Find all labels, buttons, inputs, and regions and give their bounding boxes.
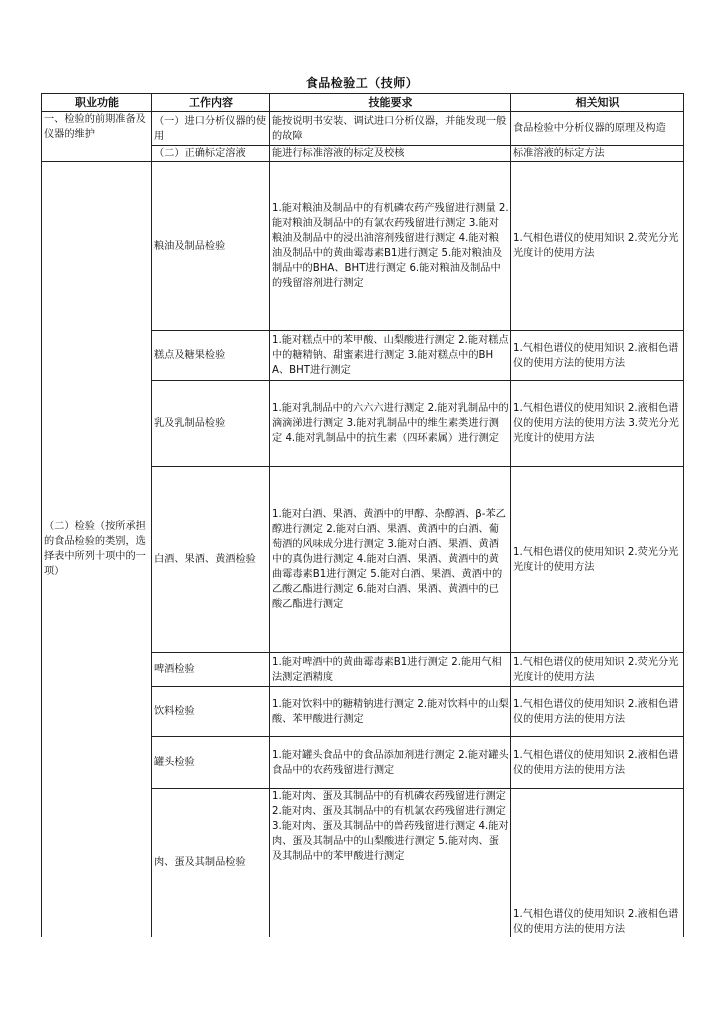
- content-cell: （一）进口分析仪器的使用: [152, 112, 270, 146]
- skill-line: 4.能对乳制品中的抗生素（四环素属）进行测定: [285, 433, 499, 444]
- skill-cell: 能进行标准溶液的标定及校核: [270, 146, 511, 162]
- content-cell: 罐头检验: [152, 737, 270, 789]
- knowledge-line: 1.气相色谱仪的使用知识: [513, 342, 625, 354]
- skill-cell: [270, 737, 511, 789]
- header-content: 工作内容: [152, 94, 270, 112]
- header-skills: 技能要求: [270, 94, 511, 112]
- skill-cell: [270, 467, 511, 653]
- skill-line: 3.能对肉、蛋及其制品中的兽药残留进行测定: [272, 821, 476, 832]
- knowledge-cell: [511, 331, 684, 381]
- skill-line: 5.能对肉、蛋及其制品中的苯甲酸进行测定: [272, 836, 499, 862]
- skill-line: 2.能对乳制品中的滴滴涕进行测定: [272, 403, 509, 429]
- skill-line: 3.能对乳制品中的维生素类进行测定: [272, 418, 499, 444]
- skill-cell: [270, 162, 511, 331]
- skill-cell: 能按说明书安装、调试进口分析仪器，并能发现一般的故障: [270, 112, 511, 146]
- knowledge-line: 2.荧光分光光度计的使用方法: [513, 233, 679, 259]
- knowledge-line: 2.荧光分光光度计的使用方法: [513, 546, 679, 573]
- skill-line: 4.能对白酒、果酒、黄酒中的黄曲霉毒素B1进行测定: [272, 554, 499, 580]
- skill-line: 3.能对白酒、果酒、黄酒中的真伪进行测定: [272, 539, 499, 565]
- knowledge-cell: 标准溶液的标定方法: [511, 146, 684, 162]
- knowledge-line: 1.气相色谱仪的使用知识: [513, 403, 625, 414]
- skill-line: 1.能对粮油及制品中的有机磷农药产残留进行测量: [272, 203, 496, 214]
- skill-cell: [270, 381, 511, 467]
- skill-cell: [270, 687, 511, 737]
- knowledge-cell: [511, 381, 684, 467]
- skill-line: 3.能对糕点中的BHA、BHT进行测定: [272, 350, 494, 376]
- skill-line: 4.能对肉、蛋及其制品中的山梨酸进行测定: [272, 821, 509, 847]
- knowledge-line: 2.液相色谱仪的使用方法的使用方法: [513, 908, 679, 935]
- header-knowledge: 相关知识: [511, 94, 684, 112]
- knowledge-cell: [511, 687, 684, 737]
- skill-line: 1.能对饮料中的糖精钠进行测定: [272, 698, 415, 710]
- knowledge-line: 2.荧光分光光度计的使用方法: [513, 656, 679, 683]
- function-cell-maintenance: 一、检验的前期准备及仪器的维护: [42, 112, 152, 162]
- knowledge-line: 2.液相色谱仪的使用方法的使用方法: [513, 698, 679, 725]
- knowledge-line: 1.气相色谱仪的使用知识: [513, 749, 625, 761]
- skill-cell: [270, 789, 511, 937]
- table-header-row: [42, 94, 684, 112]
- content-cell: 糕点及糖果检验: [152, 331, 270, 381]
- knowledge-line: 2.液相色谱仪的使用方法的使用方法: [513, 403, 679, 429]
- knowledge-cell: [511, 653, 684, 687]
- content-cell: 啤酒检验: [152, 653, 270, 687]
- content-cell: 粮油及制品检验: [152, 162, 270, 331]
- skill-cell: [270, 653, 511, 687]
- knowledge-line: 1.气相色谱仪的使用知识: [513, 656, 625, 668]
- skill-line: 2.能对糕点中的糖精钠、甜蜜素进行测定: [272, 335, 509, 361]
- skill-line: 3.能对粮油及制品中的浸出油溶剂残留进行测定: [272, 218, 499, 244]
- knowledge-line: 1.气相色谱仪的使用知识: [513, 908, 625, 920]
- knowledge-cell: [511, 737, 684, 789]
- content-cell: 肉、蛋及其制品检验: [152, 789, 270, 937]
- skill-cell: [270, 331, 511, 381]
- skill-line: 2.能对罐头食品中的农药残留进行测定: [272, 749, 509, 776]
- skill-requirements-table: [41, 93, 684, 937]
- skill-line: 5.能对粮油及制品中的BHA、BHT进行测定: [272, 248, 503, 274]
- page-title: 食品检验工（技师）: [305, 76, 419, 90]
- skill-line: 1.能对乳制品中的六六六进行测定: [272, 403, 425, 414]
- knowledge-cell: [511, 467, 684, 653]
- skill-line: 4.能对粮油及制品中的黄曲霉毒素B1进行测定: [272, 233, 499, 259]
- skill-line: 2.能对肉、蛋及其制品中的有机氯农药残留进行测定: [272, 806, 506, 817]
- skill-line: 1.能对糕点中的苯甲酸、山梨酸进行测定: [272, 335, 455, 346]
- knowledge-cell: [511, 789, 684, 937]
- skill-line: 1.能对肉、蛋及其制品中的有机磷农药残留进行测定: [272, 791, 506, 802]
- knowledge-line: 1.气相色谱仪的使用知识: [513, 546, 625, 558]
- skill-line: 5.能对白酒、果酒、黄酒中的乙酸乙酯进行测定: [272, 569, 503, 595]
- knowledge-line: 1.气相色谱仪的使用知识: [513, 233, 625, 244]
- knowledge-line: 1.气相色谱仪的使用知识: [513, 698, 625, 710]
- skill-line: 2.能对白酒、果酒、黄酒中的白酒、葡萄酒的风味成分进行测定: [272, 524, 499, 550]
- content-cell: 饮料检验: [152, 687, 270, 737]
- skill-line: 6.能对白酒、果酒、黄酒中的已酸乙酯进行测定: [272, 584, 499, 610]
- knowledge-line: 2.液相色谱仪的使用方法的使用方法: [513, 749, 679, 776]
- content-cell: 白酒、果酒、黄酒检验: [152, 467, 270, 653]
- content-cell: （二）正确标定溶液: [152, 146, 270, 162]
- knowledge-cell: [511, 162, 684, 331]
- skill-line: 1.能对罐头食品中的食品添加剂进行测定: [272, 749, 455, 761]
- skill-line: 2.能对粮油及制品中的有氯农药残留进行测定: [272, 203, 509, 229]
- table-row: [42, 112, 684, 146]
- knowledge-line: 2.液相色谱仪的使用方法的使用方法: [513, 342, 679, 369]
- content-cell: 乳及乳制品检验: [152, 381, 270, 467]
- skill-line: 6.能对粮油及制品中的残留溶剂进行测定: [272, 263, 501, 289]
- knowledge-cell: 食品检验中分析仪器的原理及构造: [511, 112, 684, 146]
- table-row: [42, 162, 684, 331]
- skill-line: 2.能对饮料中的山梨酸、苯甲酸进行测定: [272, 698, 509, 725]
- skill-line: 2.能用气相法测定酒精度: [272, 656, 502, 683]
- skill-line: 1.能对啤酒中的黄曲霉毒素B1进行测定: [272, 656, 449, 668]
- function-cell-testing: （二）检验（按所承担的食品检验的类别，选择表中所列十项中的一项）: [42, 162, 152, 937]
- knowledge-line: 3.荧光分光光度计的使用方法: [513, 418, 679, 444]
- skill-line: 1.能对白酒、果酒、黄酒中的甲醇、杂醇酒、β-苯乙醇进行测定: [272, 509, 506, 535]
- header-function: 职业功能: [42, 94, 152, 112]
